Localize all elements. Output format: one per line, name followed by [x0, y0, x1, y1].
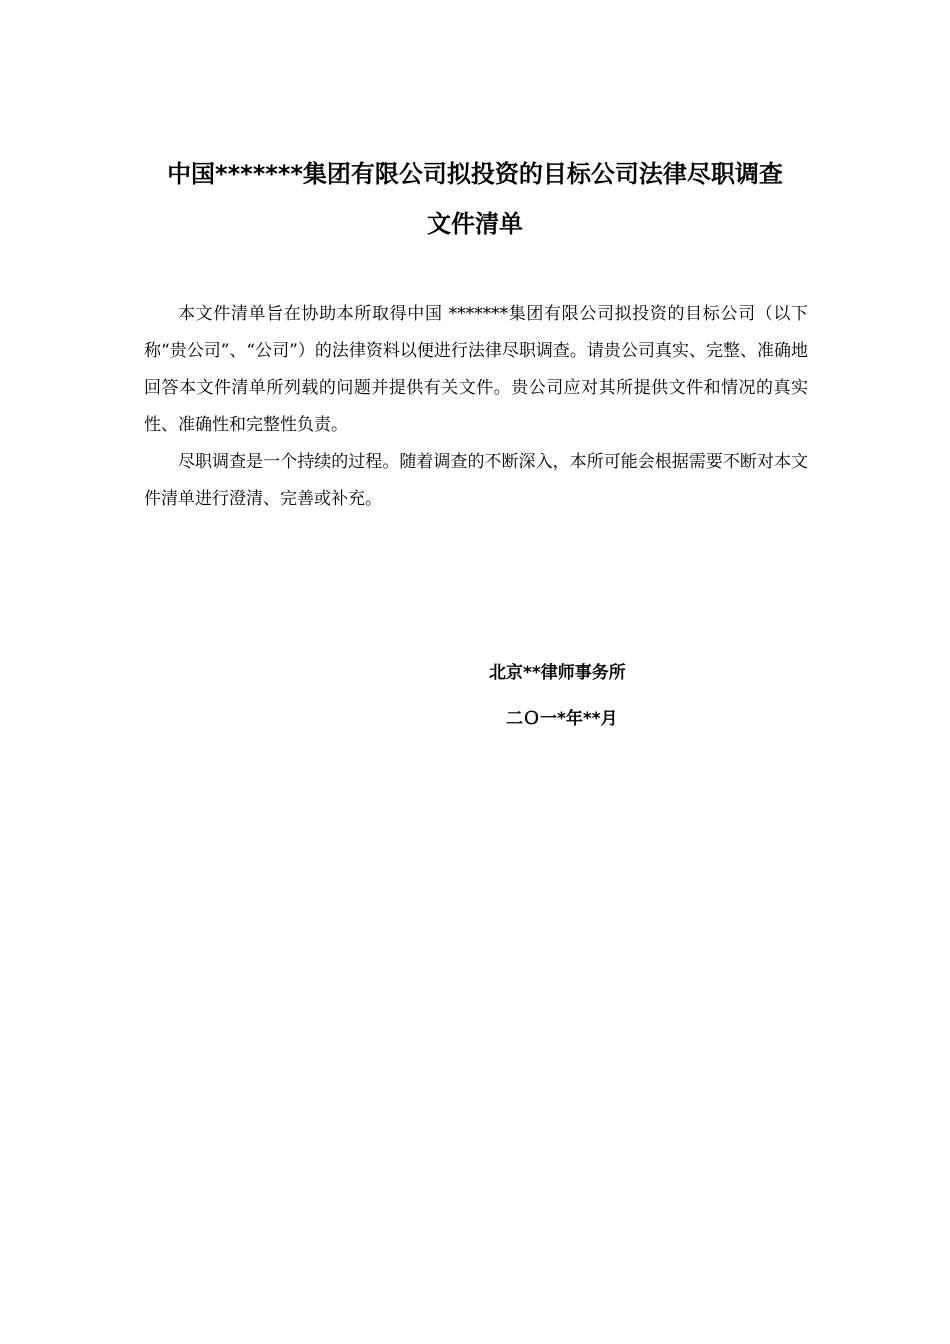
intro-paragraph-block — [144, 296, 808, 444]
document-date: 二Ｏ一*年**月 — [506, 709, 618, 729]
law-firm-name: 北京**律师事务所 — [489, 663, 626, 683]
intro-paragraph: 本文件清单旨在协助本所取得中国 *******集团有限公司拟投资的目标公司（以下称“贵公司”、“公司”）的法律资料以便进行法律尽职调查。请贵公司真实、完整、准确地回答本文件清单所列载的问题并提供有关文件。贵公司应对其所提供文件和情况的真实性、准确性和完整性负责。 — [144, 304, 808, 435]
document-title-line-2: 文件清单 — [427, 210, 523, 238]
document-title-line-1: 中国*******集团有限公司拟投资的目标公司法律尽职调查 — [167, 160, 783, 188]
process-paragraph: 尽职调查是一个持续的过程。随着调查的不断深入，本所可能会根据需要不断对本文件清单进行澄清、完善或补充。 — [144, 452, 808, 509]
process-paragraph-block — [144, 444, 808, 518]
